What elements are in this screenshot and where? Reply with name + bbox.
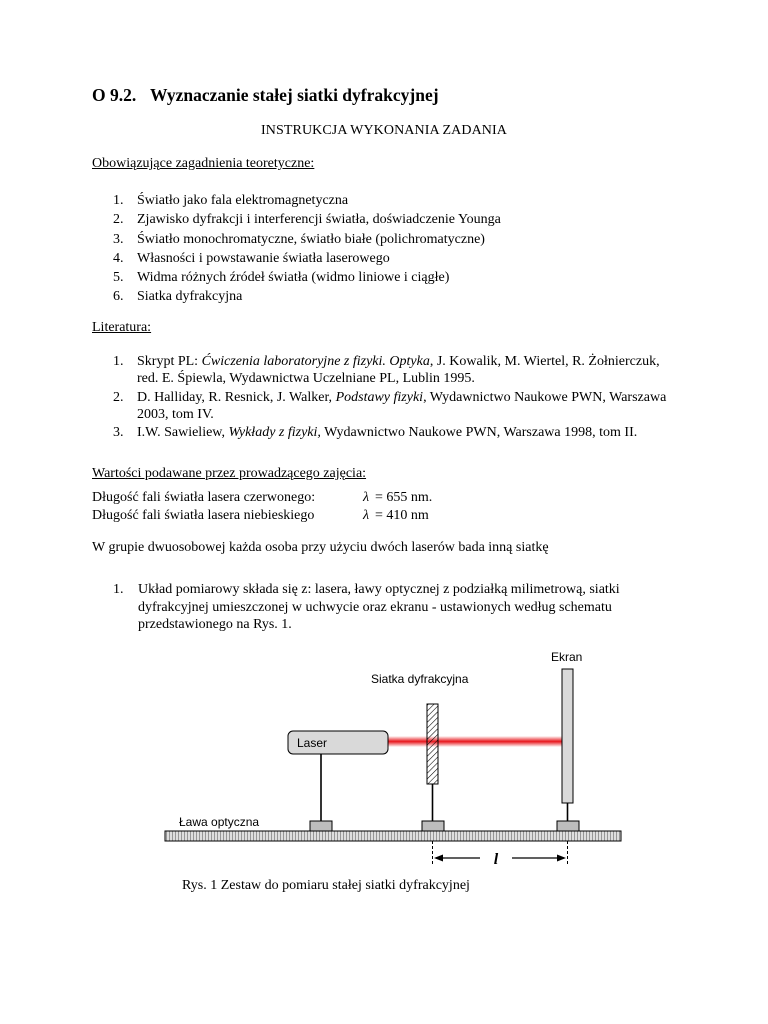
literature-heading: Literatura: bbox=[92, 320, 152, 335]
laser-carrier bbox=[310, 821, 332, 831]
list-item: 6. Siatka dyfrakcyjna bbox=[113, 289, 243, 305]
distance-arrow bbox=[434, 855, 566, 862]
list-item: 3. Światło monochromatyczne, światło białe (polichromatyczne) bbox=[113, 231, 485, 247]
grating-label: Siatka dyfrakcyjna bbox=[371, 672, 469, 686]
value-row: Długość fali światła lasera czerwonego: λ = 655 nm. bbox=[92, 490, 433, 505]
wavelength-values bbox=[92, 489, 433, 524]
list-item: 2. Zjawisko dyfrakcji i interferencji światła, doświadczenie Younga bbox=[113, 212, 501, 228]
title-text: Wyznaczanie stałej siatki dyfrakcyjnej bbox=[150, 85, 439, 105]
title-number: O 9.2. bbox=[92, 85, 137, 105]
literature-list bbox=[92, 353, 682, 443]
screen-label: Ekran bbox=[551, 650, 583, 664]
grating-carrier bbox=[422, 821, 444, 831]
screen bbox=[562, 669, 573, 803]
values-heading: Wartości podawane przez prowadzącego zajęcia: bbox=[92, 466, 367, 481]
figure-caption: Rys. 1 Zestaw do pomiaru stałej siatki dyfrakcyjnej bbox=[182, 878, 470, 893]
value-row: Długość fali światła lasera niebieskiego λ = 410 nm bbox=[92, 507, 429, 523]
list-item: 4. Własności i powstawanie światła laserowego bbox=[113, 250, 390, 266]
list-item: 1. Światło jako fala elektromagnetyczna bbox=[113, 193, 349, 208]
setup-diagram bbox=[0, 640, 768, 870]
screen-carrier bbox=[557, 821, 579, 831]
step-1: 1. Układ pomiarowy składa się z: lasera, ławy optycznej z podziałką milimetrową, siatki dyfrakcyjnej umieszczonej w uchwycie oraz ekranu - ustawionych według schematu przedstawionego na Rys. 1. bbox=[113, 582, 620, 632]
laser-beam bbox=[388, 736, 563, 747]
group-note: W grupie dwuosobowej każda osoba przy użyciu dwóch laserów bada inną siatkę bbox=[92, 540, 549, 555]
list-item: 2. D. Halliday, R. Resnick, J. Walker, Podstawy fizyki, Wydawnictwo Naukowe PWN, Warszawa 2003, tom IV. bbox=[113, 389, 667, 422]
laser-label: Laser bbox=[297, 736, 328, 750]
list-item: 1. Skrypt PL: Ćwiczenia laboratoryjne z fizyki. Optyka, J. Kowalik, M. Wiertel, R. Żołnierczuk, red. E. Śpiewla, Wydawnictwa Uczelniane PL, Lublin 1995. bbox=[113, 354, 660, 386]
optical-bench bbox=[165, 831, 621, 841]
document-title bbox=[92, 85, 439, 106]
list-item: 5. Widma różnych źródeł światła (widmo liniowe i ciągłe) bbox=[113, 270, 450, 286]
bench-label: Ława optyczna bbox=[179, 815, 260, 829]
theory-heading: Obowiązujące zagadnienia teoretyczne: bbox=[92, 156, 315, 171]
distance-label: l bbox=[493, 851, 499, 868]
instruction-subtitle: INSTRUKCJA WYKONANIA ZADANIA bbox=[261, 123, 507, 138]
theory-list bbox=[92, 191, 501, 307]
list-item: 3. I.W. Sawieliew, Wykłady z fizyki, Wydawnictwo Naukowe PWN, Warszawa 1998, tom II. bbox=[113, 425, 638, 440]
diffraction-grating bbox=[427, 704, 438, 784]
